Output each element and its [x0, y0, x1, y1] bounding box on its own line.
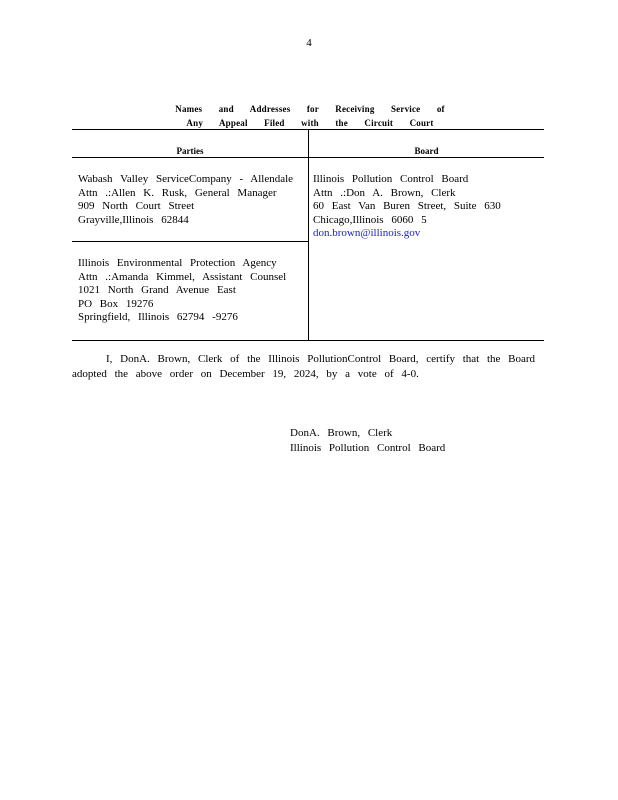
certification-line-1: I, DonA. Brown, Clerk of the Illinois PollutionControl Board, certify that the Board: [106, 353, 536, 365]
certification-line-2: adopted the above order on December 19, 2024, by a vote of 4-0.: [72, 368, 419, 380]
party-address-wabash: [78, 173, 293, 227]
parties-row-divider: [72, 241, 308, 242]
signature-name: DonA. Brown, Clerk: [290, 427, 393, 439]
signature-org: Illinois Pollution Control Board: [290, 442, 446, 454]
party-address-iepa: [78, 257, 286, 325]
address-line: 60 East Van Buren Street, Suite 630: [313, 200, 501, 212]
address-line: Illinois Environmental Protection Agency: [78, 257, 277, 269]
heading-line-2: Any Appeal Filed with the Circuit Court: [186, 118, 434, 128]
address-line: Illinois Pollution Control Board: [313, 173, 469, 185]
service-heading: [150, 102, 470, 130]
header-divider: [72, 157, 544, 158]
column-divider: [308, 130, 309, 340]
clerk-email-link[interactable]: don.brown@illinois.gov: [313, 227, 421, 239]
certification-paragraph: [72, 352, 544, 382]
page-number: 4: [306, 37, 312, 49]
board-column-header: Board: [414, 146, 439, 156]
service-table: [72, 129, 544, 341]
address-line: PO Box 19276: [78, 297, 154, 310]
address-line: Chicago,Illinois 6060 5: [313, 213, 427, 226]
address-line: 1021 North Grand Avenue East: [78, 284, 236, 296]
address-line: Attn .:Allen K. Rusk, General Manager: [78, 186, 277, 199]
address-line: 909 North Court Street: [78, 200, 195, 212]
parties-column-header: Parties: [176, 146, 204, 156]
address-line: Attn .:Don A. Brown, Clerk: [313, 186, 456, 199]
address-line: Attn .:Amanda Kimmel, Assistant Counsel: [78, 270, 287, 283]
board-address: [313, 173, 501, 241]
address-line: Wabash Valley ServiceCompany - Allendale: [78, 173, 294, 185]
heading-line-1: Names and Addresses for Receiving Service of: [175, 104, 445, 114]
signature-block: [290, 426, 445, 456]
address-line: Grayville,Illinois 62844: [78, 213, 189, 226]
address-line: Springfield, Illinois 62794 -9276: [78, 311, 238, 323]
